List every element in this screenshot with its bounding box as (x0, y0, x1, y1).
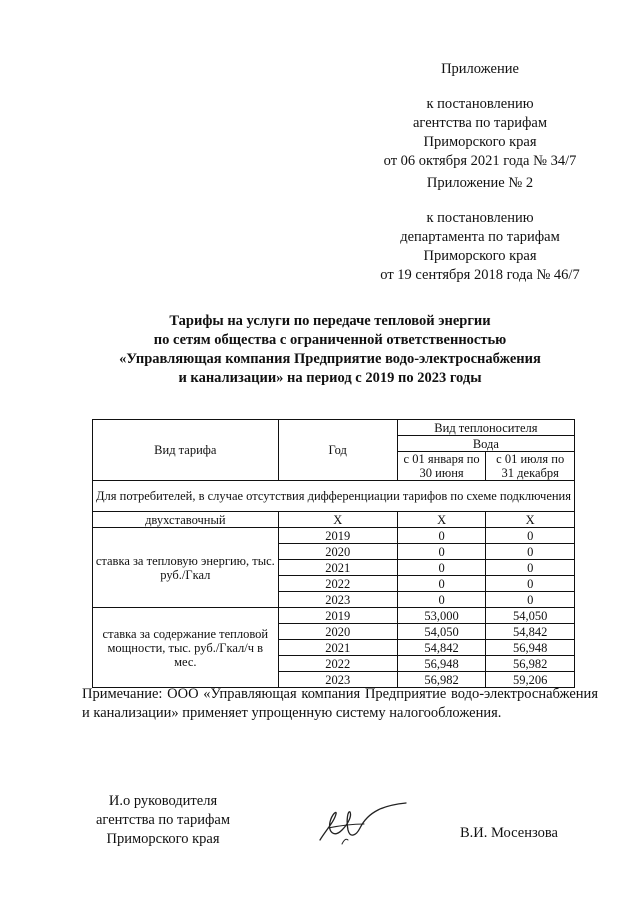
energy-year: 2023 (278, 592, 397, 608)
energy-year: 2020 (278, 544, 397, 560)
signatory-position (88, 792, 238, 849)
title-line: по сетям общества с ограниченной ответственностью (153, 332, 507, 348)
header-period-2: с 01 июля по 31 декабря (486, 452, 575, 481)
capacity-p2: 56,948 (486, 640, 575, 656)
capacity-p1: 56,948 (397, 656, 486, 672)
energy-p2: 0 (486, 592, 575, 608)
handwritten-signature (312, 800, 412, 850)
two-rate-p2: X (486, 512, 575, 528)
appendix-1-line: агентства по тарифам (413, 115, 547, 131)
capacity-year: 2019 (278, 608, 397, 624)
header-carrier: Вид теплоносителя (397, 420, 574, 436)
signatory-name: В.И. Мосензова (460, 825, 558, 841)
capacity-rate-label: ставка за содержание тепловой мощности, тыс. руб./Гкал/ч в мес. (93, 608, 279, 688)
consumers-row: Для потребителей, в случае отсутствия дифференциации тарифов по схеме подключения (93, 481, 575, 512)
title-line: Тарифы на услуги по передаче тепловой энергии (169, 313, 491, 329)
capacity-p2: 59,206 (486, 672, 575, 688)
header-water: Вода (397, 436, 574, 452)
signatory-position-line: агентства по тарифам (96, 812, 230, 828)
note-paragraph: Примечание: ООО «Управляющая компания Предприятие водо-электроснабжения и канализации» применяет упрощенную систему налогообложения. (82, 686, 598, 721)
tariff-table (92, 419, 575, 688)
appendix-2-line: от 19 сентября 2018 года № 46/7 (380, 267, 580, 283)
two-rate-p1: X (397, 512, 486, 528)
document-title (90, 312, 570, 388)
energy-p2: 0 (486, 576, 575, 592)
energy-p2: 0 (486, 528, 575, 544)
title-line: и канализации» на период с 2019 по 2023 годы (178, 370, 482, 386)
energy-p1: 0 (397, 576, 486, 592)
header-period-1: с 01 января по 30 июня (397, 452, 486, 481)
title-line: «Управляющая компания Предприятие водо-электроснабжения (119, 351, 541, 367)
energy-p1: 0 (397, 544, 486, 560)
capacity-p2: 54,842 (486, 624, 575, 640)
capacity-year: 2022 (278, 656, 397, 672)
energy-year: 2021 (278, 560, 397, 576)
appendix-2-line: к постановлению (426, 210, 534, 226)
signatory-position-line: Приморского края (106, 831, 220, 847)
appendix-1-title: Приложение (441, 61, 519, 77)
capacity-p1: 56,982 (397, 672, 486, 688)
capacity-year: 2021 (278, 640, 397, 656)
signatory-position-line: И.о руководителя (108, 793, 218, 809)
capacity-p2: 54,050 (486, 608, 575, 624)
two-rate-year: X (278, 512, 397, 528)
capacity-p2: 56,982 (486, 656, 575, 672)
energy-rate-label: ставка за тепловую энергию, тыс. руб./Гкал (93, 528, 279, 608)
header-tariff-type: Вид тарифа (93, 420, 279, 481)
capacity-p1: 54,050 (397, 624, 486, 640)
appendix-2-line: департамента по тарифам (400, 229, 560, 245)
capacity-p1: 53,000 (397, 608, 486, 624)
appendix-2-line: Приморского края (423, 248, 537, 264)
energy-p1: 0 (397, 592, 486, 608)
appendix-1-line: к постановлению (426, 96, 534, 112)
capacity-year: 2023 (278, 672, 397, 688)
energy-p1: 0 (397, 528, 486, 544)
appendix-2-block (350, 174, 610, 285)
energy-p1: 0 (397, 560, 486, 576)
energy-year: 2022 (278, 576, 397, 592)
header-year: Год (278, 420, 397, 481)
capacity-p1: 54,842 (397, 640, 486, 656)
two-rate-label: двухставочный (93, 512, 279, 528)
appendix-1-line: Приморского края (423, 134, 537, 150)
energy-p2: 0 (486, 560, 575, 576)
appendix-1-line: от 06 октября 2021 года № 34/7 (383, 153, 577, 169)
energy-year: 2019 (278, 528, 397, 544)
energy-p2: 0 (486, 544, 575, 560)
appendix-1-block (350, 60, 610, 171)
appendix-2-title: Приложение № 2 (426, 175, 534, 191)
capacity-year: 2020 (278, 624, 397, 640)
